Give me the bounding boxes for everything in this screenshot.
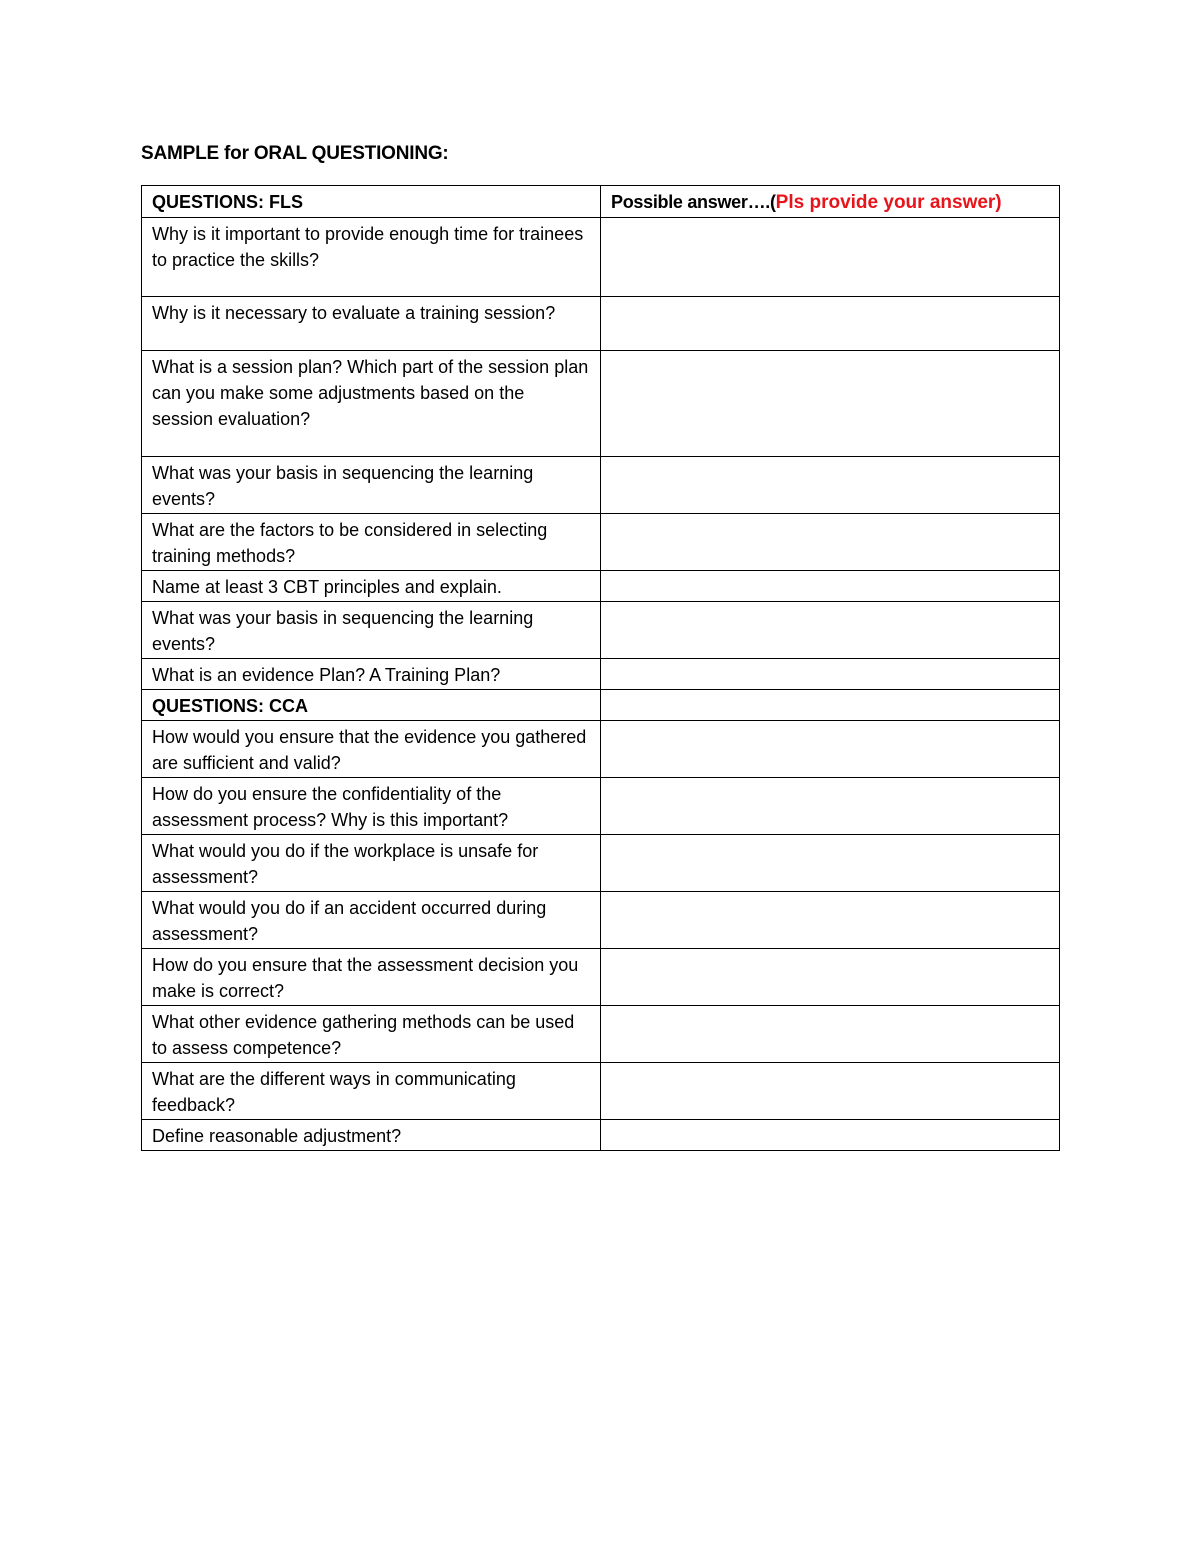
- table-row: [142, 778, 1060, 835]
- table-row: [142, 297, 1060, 351]
- answer-cell[interactable]: [601, 602, 1060, 659]
- table-row: [142, 1063, 1060, 1120]
- table-row: [142, 835, 1060, 892]
- question-cell: How do you ensure that the assessment decision you make is correct?: [142, 949, 601, 1006]
- question-cell: What would you do if the workplace is unsafe for assessment?: [142, 835, 601, 892]
- answer-cell[interactable]: [601, 1063, 1060, 1120]
- questions-column-header: QUESTIONS: FLS: [142, 186, 601, 218]
- answer-cell[interactable]: [601, 659, 1060, 690]
- answer-header-label: Possible answer….(: [611, 192, 776, 212]
- questions-table: [141, 185, 1060, 1151]
- question-cell: What are the different ways in communicating feedback?: [142, 1063, 601, 1120]
- answer-column-header: [601, 186, 1060, 218]
- section-header-row: [142, 690, 1060, 721]
- table-row: [142, 1006, 1060, 1063]
- table-row: [142, 1120, 1060, 1151]
- answer-cell[interactable]: [601, 297, 1060, 351]
- page-title: SAMPLE for ORAL QUESTIONING:: [141, 143, 449, 164]
- answer-cell[interactable]: [601, 571, 1060, 602]
- table-row: [142, 514, 1060, 571]
- table-row: [142, 218, 1060, 297]
- table-row: [142, 571, 1060, 602]
- question-cell: What was your basis in sequencing the learning events?: [142, 457, 601, 514]
- table-row: [142, 351, 1060, 457]
- question-cell: How would you ensure that the evidence you gathered are sufficient and valid?: [142, 721, 601, 778]
- answer-cell[interactable]: [601, 721, 1060, 778]
- cca-section-header: QUESTIONS: CCA: [142, 690, 601, 721]
- answer-cell: [601, 690, 1060, 721]
- answer-cell[interactable]: [601, 514, 1060, 571]
- table-row: [142, 721, 1060, 778]
- table-header-row: [142, 186, 1060, 218]
- answer-cell[interactable]: [601, 892, 1060, 949]
- table-row: [142, 602, 1060, 659]
- answer-header-note: Pls provide your answer): [775, 192, 1002, 213]
- question-cell: Why is it important to provide enough time for trainees to practice the skills?: [142, 218, 601, 297]
- answer-cell[interactable]: [601, 835, 1060, 892]
- question-cell: What would you do if an accident occurred during assessment?: [142, 892, 601, 949]
- question-cell: What was your basis in sequencing the learning events?: [142, 602, 601, 659]
- answer-cell[interactable]: [601, 1120, 1060, 1151]
- question-cell: Define reasonable adjustment?: [142, 1120, 601, 1151]
- question-cell: What are the factors to be considered in selecting training methods?: [142, 514, 601, 571]
- answer-cell[interactable]: [601, 778, 1060, 835]
- question-cell: What is an evidence Plan? A Training Plan?: [142, 659, 601, 690]
- question-cell: Name at least 3 CBT principles and explain.: [142, 571, 601, 602]
- table-row: [142, 457, 1060, 514]
- question-cell: Why is it necessary to evaluate a training session?: [142, 297, 601, 351]
- answer-cell[interactable]: [601, 457, 1060, 514]
- answer-cell[interactable]: [601, 218, 1060, 297]
- table-row: [142, 892, 1060, 949]
- question-cell: How do you ensure the confidentiality of the assessment process? Why is this important?: [142, 778, 601, 835]
- table-row: [142, 949, 1060, 1006]
- answer-cell[interactable]: [601, 1006, 1060, 1063]
- answer-cell[interactable]: [601, 949, 1060, 1006]
- question-cell: What is a session plan? Which part of the session plan can you make some adjustments based on the session evaluation?: [142, 351, 601, 457]
- answer-cell[interactable]: [601, 351, 1060, 457]
- table-row: [142, 659, 1060, 690]
- question-cell: What other evidence gathering methods can be used to assess competence?: [142, 1006, 601, 1063]
